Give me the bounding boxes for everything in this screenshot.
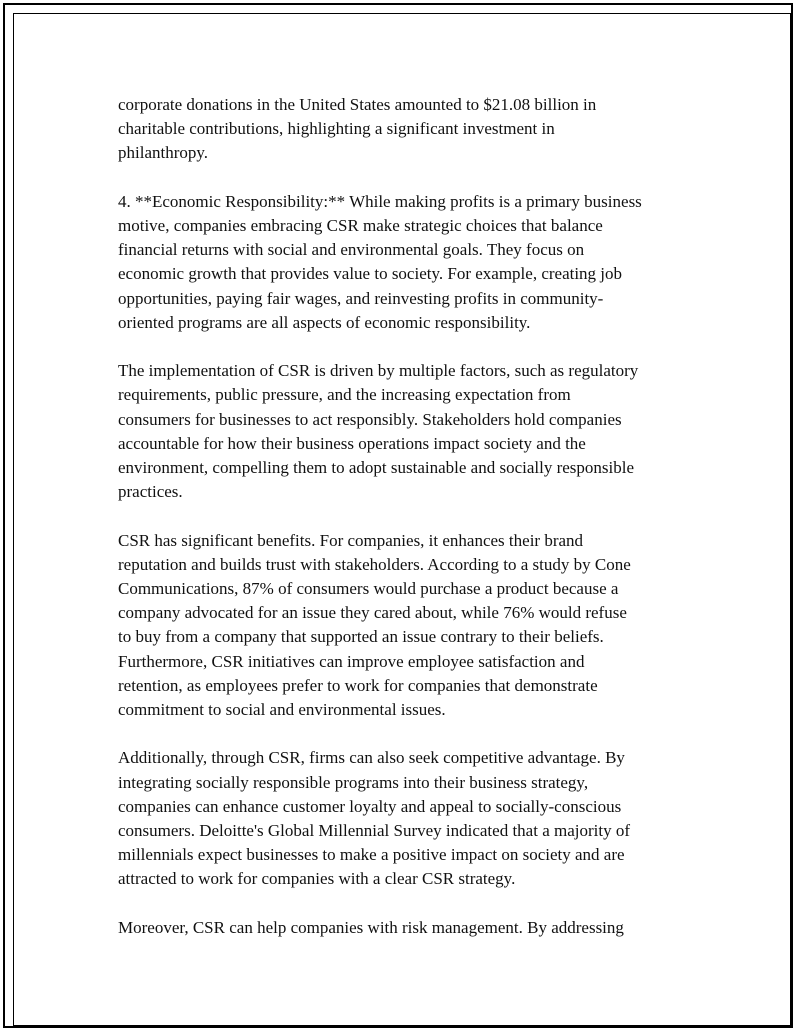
- text-line: companies can enhance customer loyalty and appeal to socially-conscious: [118, 796, 622, 816]
- text-line: Communications, 87% of consumers would purchase a product because a: [118, 579, 619, 599]
- text-line: practices.: [118, 482, 183, 502]
- text-line: corporate donations in the United States amounted to $21.08 billion in: [118, 95, 597, 114]
- text-line: economic growth that provides value to society. For example, creating job: [118, 264, 623, 284]
- text-line: consumers. Deloitte's Global Millennial Survey indicated that a majority of: [118, 821, 631, 841]
- text-line: accountable for how their business operations impact society and the: [118, 433, 586, 453]
- text-line: commitment to social and environmental issues.: [118, 700, 446, 720]
- paragraph: [118, 916, 688, 940]
- text-line: millennials expect businesses to make a positive impact on society and are: [118, 845, 625, 865]
- text-line: company advocated for an issue they cared about, while 76% would refuse: [118, 603, 627, 623]
- text-line: environment, compelling them to adopt sustainable and socially responsible: [118, 458, 635, 478]
- paragraph: [118, 359, 688, 504]
- text-line: CSR has significant benefits. For companies, it enhances their brand: [118, 530, 584, 550]
- text-line: consumers for businesses to act responsibly. Stakeholders hold companies: [118, 409, 622, 429]
- paragraph: [118, 190, 688, 335]
- text-line: attracted to work for companies with a clear CSR strategy.: [118, 869, 516, 889]
- text-line: charitable contributions, highlighting a significant investment in: [118, 119, 555, 139]
- document-body: [118, 93, 688, 964]
- text-line: financial returns with social and environmental goals. They focus on: [118, 240, 585, 260]
- text-line: reputation and builds trust with stakeholders. According to a study by Cone: [118, 554, 631, 574]
- paragraph: [118, 93, 688, 166]
- text-line: integrating socially responsible programs into their business strategy,: [118, 772, 589, 792]
- text-line: 4. **Economic Responsibility:** While making profits is a primary business: [118, 191, 642, 211]
- text-line: requirements, public pressure, and the increasing expectation from: [118, 385, 571, 405]
- text-line: to buy from a company that supported an issue contrary to their beliefs.: [118, 627, 604, 647]
- text-line: opportunities, paying fair wages, and reinvesting profits in community-: [118, 288, 604, 308]
- paragraph: [118, 746, 688, 891]
- text-line: Additionally, through CSR, firms can also seek competitive advantage. By: [118, 748, 625, 768]
- text-line: Furthermore, CSR initiatives can improve employee satisfaction and: [118, 651, 585, 671]
- text-line: retention, as employees prefer to work for companies that demonstrate: [118, 675, 598, 695]
- text-line: Moreover, CSR can help companies with risk management. By addressing: [118, 917, 624, 937]
- text-line: philanthropy.: [118, 143, 209, 163]
- paragraph: [118, 529, 688, 723]
- text-line: The implementation of CSR is driven by multiple factors, such as regulatory: [118, 361, 639, 381]
- text-line: motive, companies embracing CSR make strategic choices that balance: [118, 216, 603, 235]
- text-line: oriented programs are all aspects of economic responsibility.: [118, 312, 531, 332]
